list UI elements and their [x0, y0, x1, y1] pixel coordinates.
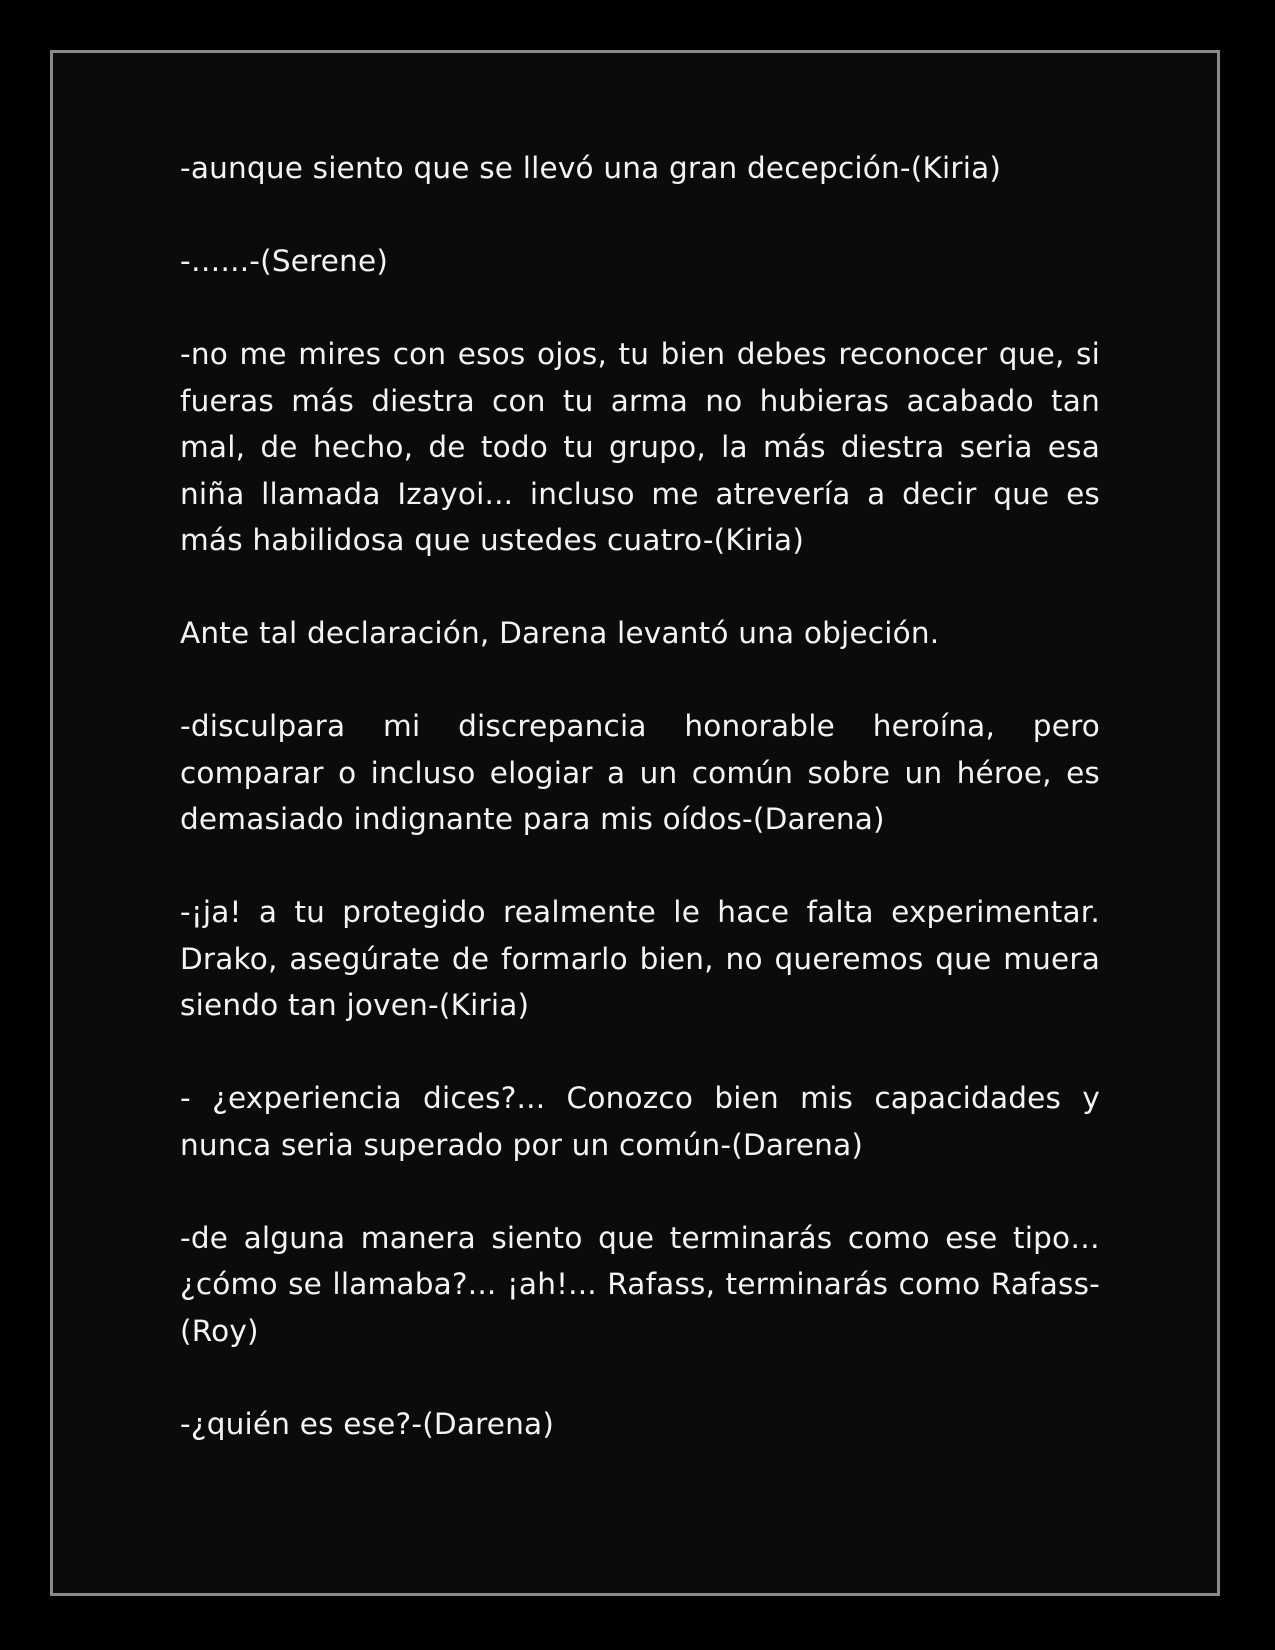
paragraph: -disculpara mi discrepancia honorable heroína, pero comparar o incluso elogiar a un común sobre un héroe, es demasiado indignante para mis oídos-(Darena): [180, 709, 1100, 836]
paragraph: -¡ja! a tu protegido realmente le hace falta experimentar. Drako, asegúrate de formarlo bien, no queremos que muera siendo tan joven-(Kiria): [180, 895, 1100, 1022]
paragraph: -aunque siento que se llevó una gran decepción-(Kiria): [180, 151, 1002, 185]
paragraph: -de alguna manera siento que terminarás como ese tipo… ¿cómo se llamaba?... ¡ah!... Rafass, terminarás como Rafass-(Roy): [180, 1220, 1100, 1348]
paragraph: - ¿experiencia dices?... Conozco bien mis capacidades y nunca seria superado por un común-(Darena): [180, 1081, 1100, 1162]
page-frame: [50, 50, 1220, 1596]
paragraph: -…...-(Serene): [180, 244, 389, 278]
paragraph: Ante tal declaración, Darena levantó una objeción.: [180, 616, 940, 650]
text-body: [180, 145, 1100, 1447]
paragraph: -¿quién es ese?-(Darena): [180, 1406, 555, 1441]
paragraph: -no me mires con esos ojos, tu bien debes reconocer que, si fueras más diestra con tu arma no hubieras acabado tan mal, de hecho, de todo tu grupo, la más diestra seria esa niña llamada Izayoi... incluso me atrevería a decir que es más habilidosa que ustedes cuatro-(Kiria): [180, 337, 1100, 557]
